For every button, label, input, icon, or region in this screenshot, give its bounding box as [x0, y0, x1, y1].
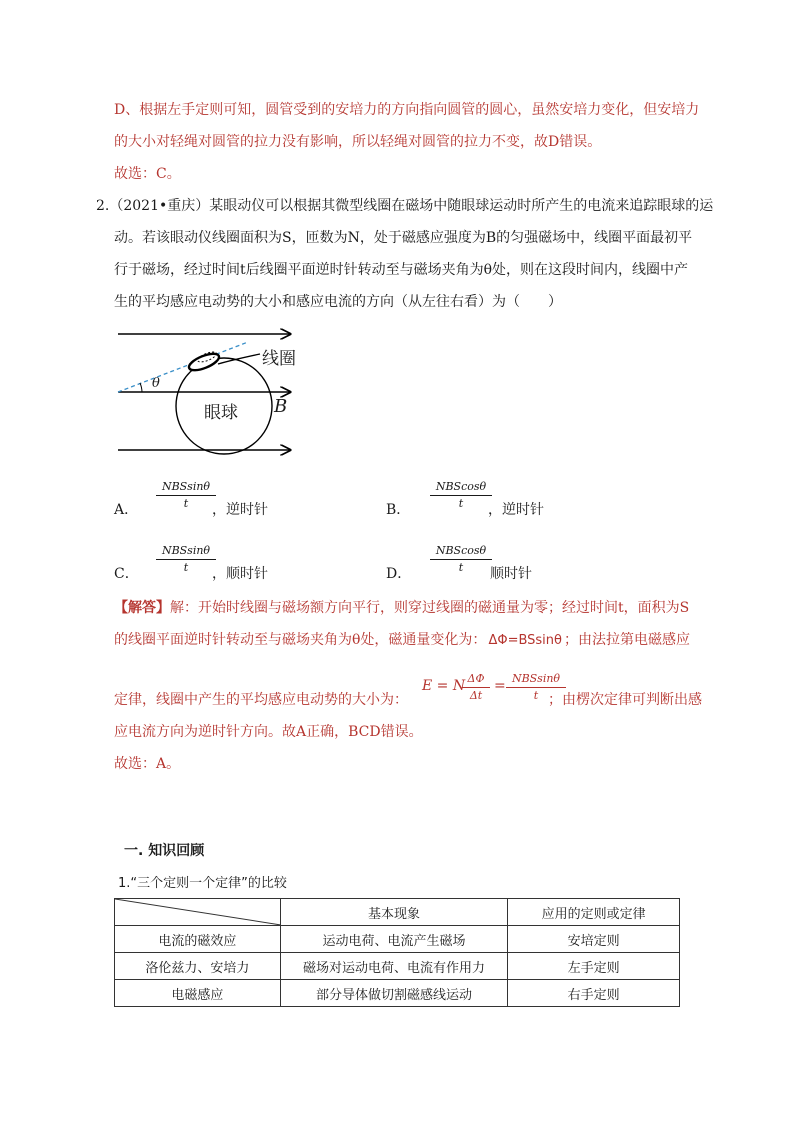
table-row — [115, 980, 680, 1007]
solution-line2-c: ；由法拉第电磁感应 — [563, 632, 690, 648]
coil-leader-line — [218, 354, 260, 364]
prev-answer-choice: 故选：C。 — [114, 166, 181, 182]
table-cell: 左手定则 — [508, 953, 680, 980]
field-label: B — [274, 396, 288, 417]
emf-frac1-num: ΔΦ — [462, 672, 490, 688]
option-b-letter: B． — [386, 502, 411, 518]
table-cell: 部分导体做切割磁感线运动 — [280, 980, 508, 1007]
option-a-fraction — [156, 480, 216, 511]
question2-line1: 2.（2021•重庆）某眼动仪可以根据其微型线圈在磁场中随眼球运动时所产生的电流来追踪眼球的运 — [96, 198, 714, 214]
prev-answer-d-line1: D、根据左手定则可知，圆管受到的安培力的方向指向圆管的圆心，虽然安培力变化，但安培力 — [114, 102, 700, 118]
emf-lhs: E = N — [422, 678, 466, 694]
emf-equals: = — [494, 678, 506, 694]
table-row — [115, 953, 680, 980]
option-a-suffix: ，逆时针 — [212, 502, 268, 518]
angle-arc — [140, 383, 142, 392]
solution-line1-text: 解：开始时线圈与磁场额方向平行，则穿过线圈的磁通量为零；经过时间t，面积为S — [170, 600, 690, 616]
diagonal-line — [115, 899, 281, 925]
table-cell: 洛伦兹力、安培力 — [115, 953, 281, 980]
flux-change-formula: ΔΦ=BSsinθ — [488, 633, 562, 648]
question2-line2: 动。若该眼动仪线圈面积为S，匝数为N，处于磁感应强度为B的匀强磁场中，线圈平面最初平 — [114, 230, 693, 246]
comparison-table — [114, 898, 680, 1007]
eyeball-label: 眼球 — [204, 403, 238, 423]
option-d-letter: D． — [386, 566, 412, 582]
table-row — [115, 926, 680, 953]
solution-tag: 【解答】 — [114, 600, 170, 616]
coil-label: 线圈 — [262, 349, 296, 369]
table-header: 基本现象 — [280, 899, 508, 926]
option-b-numerator: NBScosθ — [430, 480, 492, 496]
prev-answer-d-line2: 的大小对轻绳对圆管的拉力没有影响，所以轻绳对圆管的拉力不变，故D错误。 — [114, 134, 602, 150]
table-corner-cell — [115, 899, 281, 926]
option-d-denominator: t — [458, 561, 464, 574]
table-header-row — [115, 899, 680, 926]
coil-plane-dashed-line — [118, 342, 248, 392]
emf-frac1 — [462, 672, 490, 703]
emf-frac1-den: Δt — [469, 689, 483, 702]
emf-frac2-den: t — [533, 689, 539, 702]
option-c-letter: C． — [114, 566, 139, 582]
solution-choice: 故选：A。 — [114, 756, 181, 772]
option-c-suffix: ，顺时针 — [212, 566, 268, 582]
option-b-fraction — [430, 480, 492, 511]
option-b-denominator: t — [458, 497, 464, 510]
table-cell: 磁场对运动电荷、电流有作用力 — [280, 953, 508, 980]
option-c-denominator: t — [183, 561, 189, 574]
table-cell: 电流的磁效应 — [115, 926, 281, 953]
review-subheading: 1.“三个定则一个定律”的比较 — [118, 876, 287, 891]
question2-line4: 生的平均感应电动势的大小和感应电流的方向（从左往右看）为（ ） — [114, 294, 562, 310]
question2-line3: 行于磁场，经过时间t后线圈平面逆时针转动至与磁场夹角为θ处，则在这段时间内，线圈中产 — [114, 262, 689, 278]
option-d-suffix: 顺时针 — [490, 566, 532, 582]
option-a-numerator: NBSsinθ — [156, 480, 216, 496]
solution-line2 — [114, 630, 690, 651]
solution-line3-b: ；由楞次定律可判断出感 — [548, 692, 702, 708]
angle-label: θ — [152, 376, 160, 391]
table-header: 应用的定则或定律 — [508, 899, 680, 926]
solution-line4: 应电流方向为逆时针方向。故A正确，BCD错误。 — [114, 724, 423, 740]
solution-line3-a: 定律，线圈中产生的平均感应电动势的大小为： — [114, 692, 408, 708]
review-heading: 一. 知识回顾 — [124, 843, 205, 859]
emf-frac2-num: NBSsinθ — [506, 672, 566, 688]
table-cell: 安培定则 — [508, 926, 680, 953]
table-cell: 运动电荷、电流产生磁场 — [280, 926, 508, 953]
solution-line1 — [114, 598, 689, 618]
option-c-numerator: NBSsinθ — [156, 544, 216, 560]
option-a-letter: A． — [114, 502, 139, 518]
option-a-denominator: t — [183, 497, 189, 510]
option-b-suffix: ，逆时针 — [488, 502, 544, 518]
table-cell: 右手定则 — [508, 980, 680, 1007]
table-cell: 电磁感应 — [115, 980, 281, 1007]
option-c-fraction — [156, 544, 216, 575]
option-d-numerator: NBScosθ — [430, 544, 492, 560]
option-d-fraction — [430, 544, 492, 575]
solution-line2-a: 的线圈平面逆时针转动至与磁场夹角为θ处，磁通量变化为： — [114, 632, 487, 648]
